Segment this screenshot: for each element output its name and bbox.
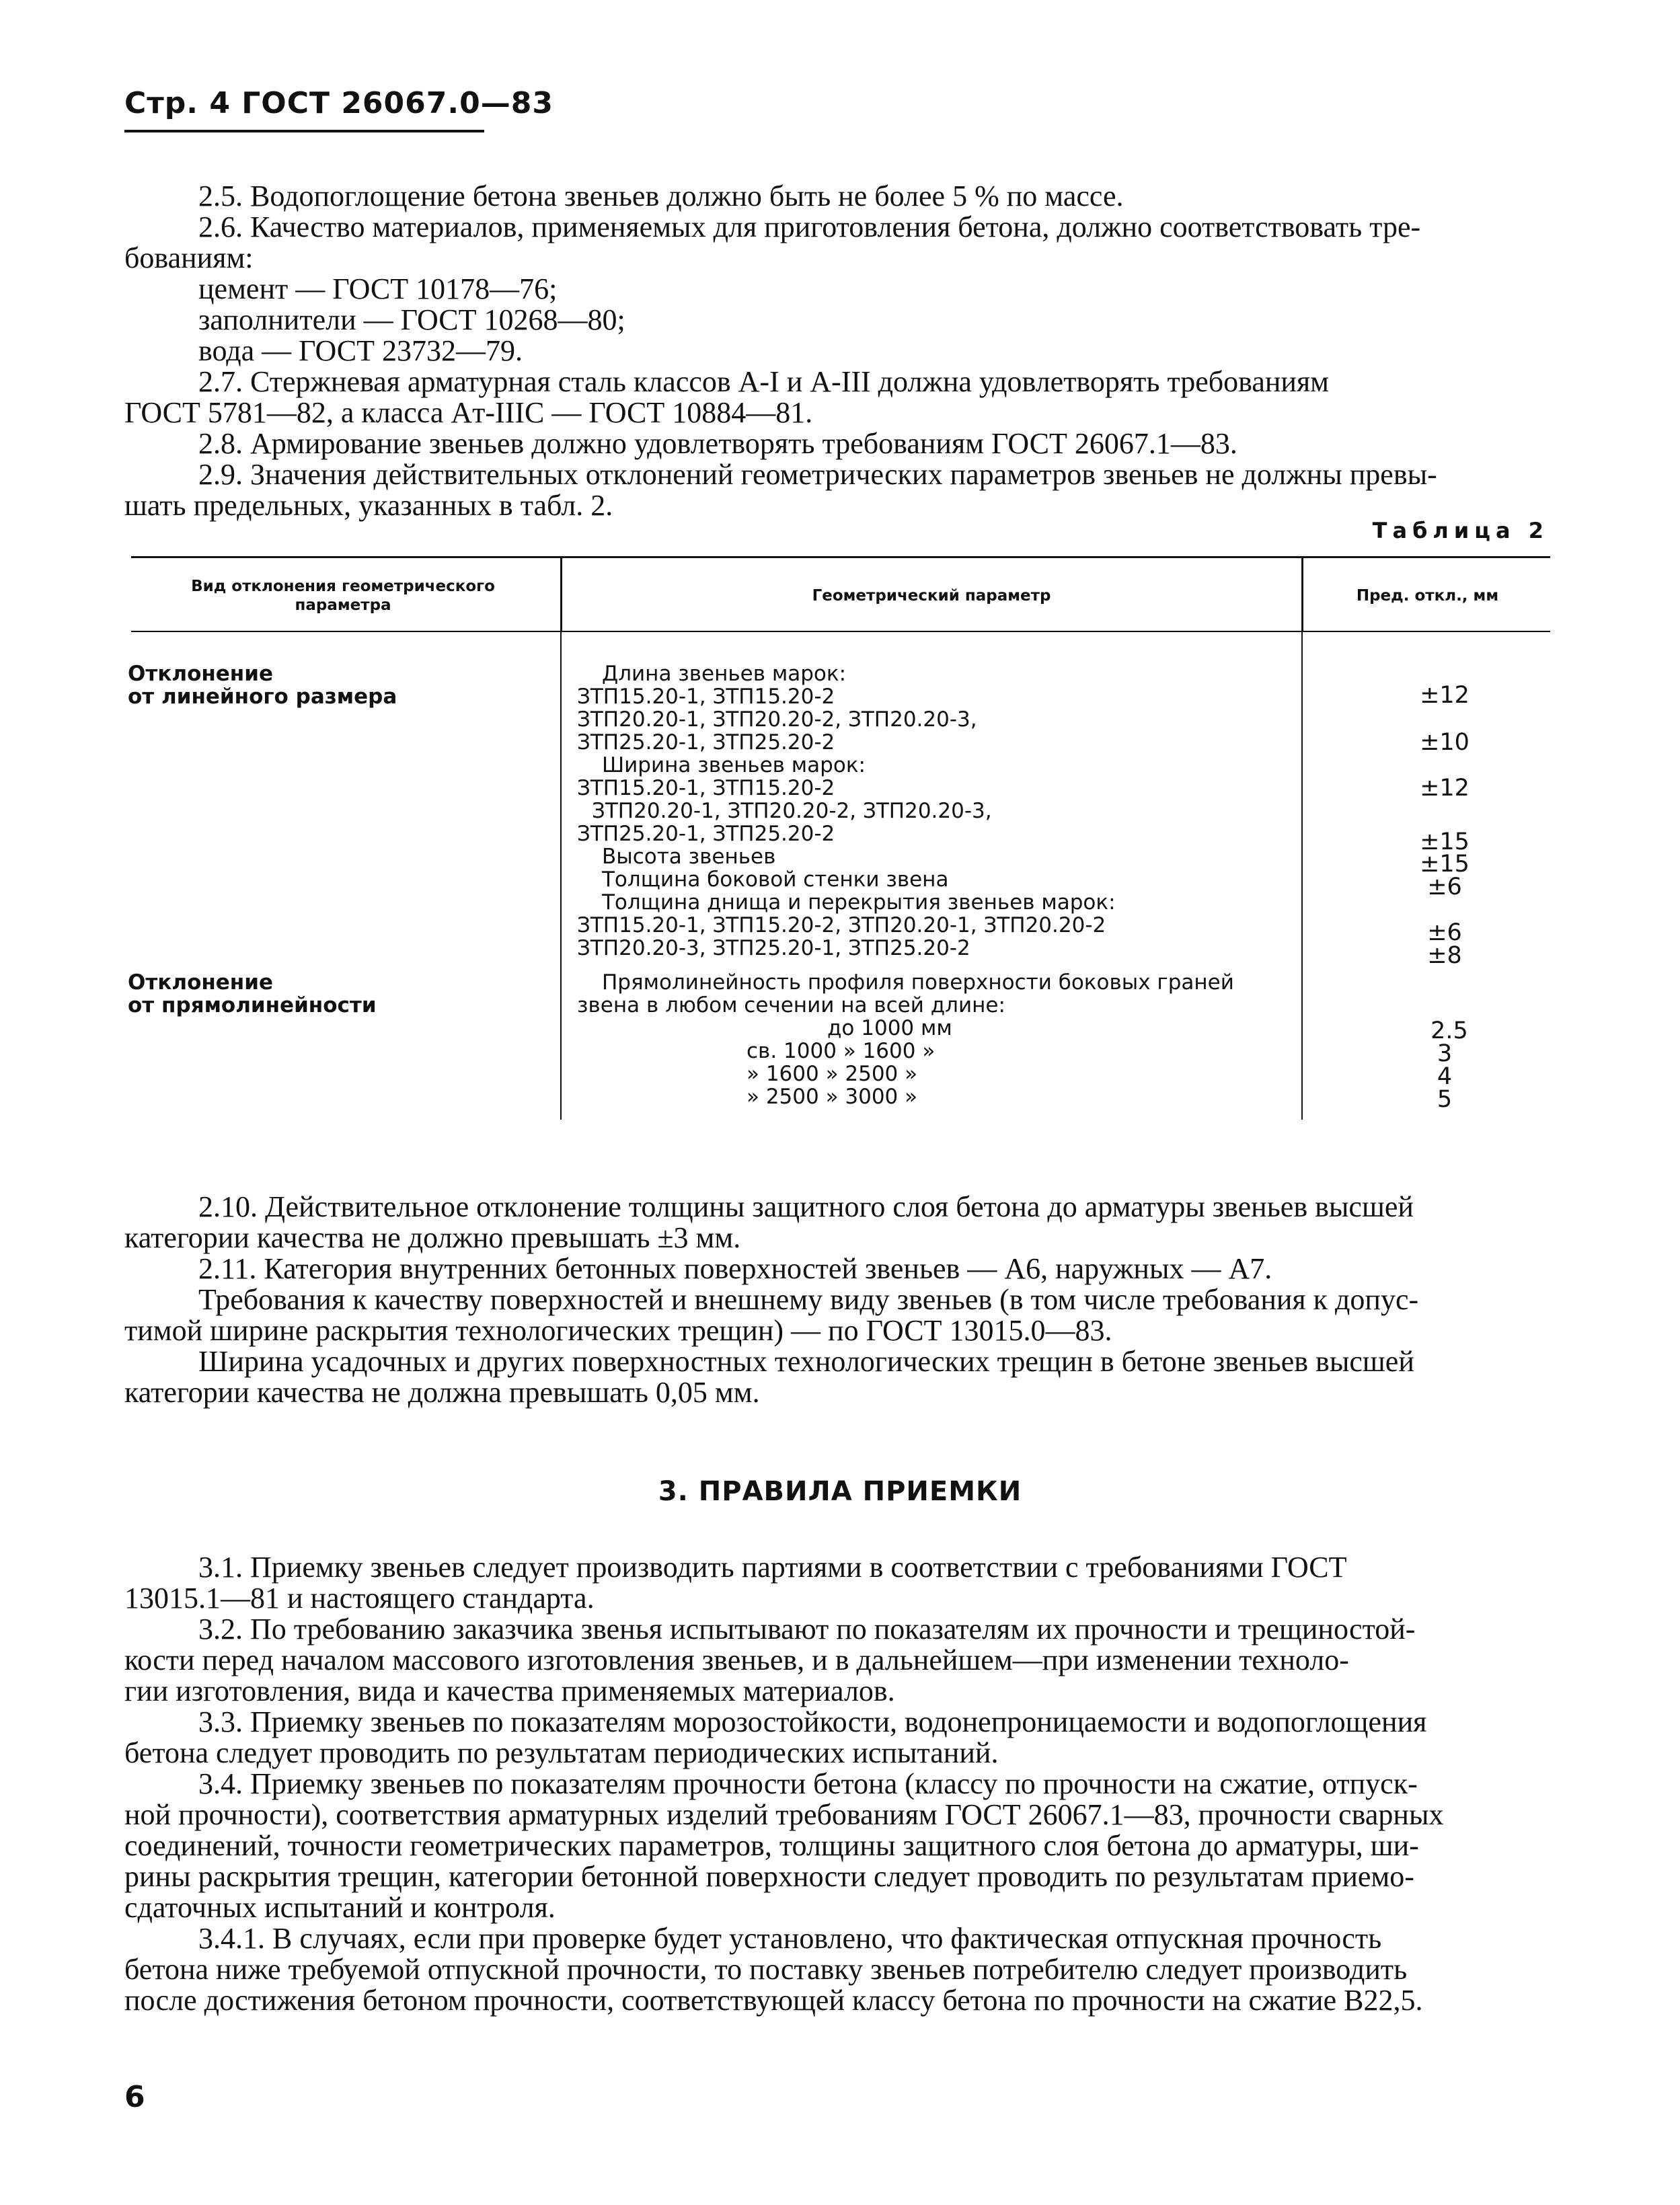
paragraph-3-3-line1: 3.3. Приемку звеньев по показателям морозостойкости, водонепроницаемости и водопоглощения (198, 1705, 1427, 1738)
tol-side-wall: ±6 (1427, 874, 1462, 900)
paragraph-2-10-line2: категории качества не должно превышать ±3 мм. (124, 1221, 741, 1254)
param-straightness-range1: до 1000 мм (827, 1016, 952, 1040)
param-width-row3: ЗТП25.20-1, ЗТП25.20-2 (577, 822, 835, 846)
materials-water: вода — ГОСТ 23732—79. (198, 334, 523, 367)
materials-cement: цемент — ГОСТ 10178—76; (198, 272, 558, 305)
materials-aggregates: заполнители — ГОСТ 10268—80; (198, 303, 625, 336)
param-length-row3: ЗТП25.20-1, ЗТП25.20-2 (577, 730, 835, 755)
paragraph-3-3-line2: бетона следует проводить по результатам периодических испытаний. (124, 1736, 999, 1769)
page-header: Стр. 4 ГОСТ 26067.0—83 (124, 86, 553, 120)
tol-height: ±15 (1420, 851, 1469, 878)
table-top-rule (131, 556, 1550, 558)
paragraph-3-4-line2: ной прочности), соответствия арматурных изделий требованиям ГОСТ 26067.1—83, прочности сварных (124, 1798, 1444, 1831)
page-number: 6 (124, 2080, 145, 2114)
paragraph-3-4-1-line1: 3.4.1. В случаях, если при проверке будет установлено, что фактическая отпускная прочность (198, 1922, 1382, 1955)
tol-straight-2: 3 (1437, 1040, 1453, 1067)
table-col-divider-1 (560, 558, 562, 631)
paragraph-2-7-line1: 2.7. Стержневая арматурная сталь классов A-I и A-III должна удовлетворять требованиям (198, 365, 1330, 398)
table-col-divider-2-body (1301, 632, 1303, 1120)
param-height: Высота звеньев (602, 845, 776, 869)
deviation-straightness-line2: от прямолинейности (128, 993, 377, 1017)
section-3-title: 3. ПРАВИЛА ПРИЕМКИ (658, 1476, 1022, 1507)
table-header-tolerance: Пред. откл., мм (1356, 587, 1499, 605)
param-straightness-range4: » 2500 » 3000 » (747, 1085, 918, 1109)
paragraph-3-4-line3: соединений, точности геометрических параметров, толщины защитного слоя бетона до арматуры, ши- (124, 1829, 1419, 1862)
tol-straight-1: 2.5 (1430, 1017, 1468, 1044)
paragraph-3-4-line4: рины раскрытия трещин, категории бетонной поверхности следует проводить по результатам приемо- (124, 1860, 1414, 1893)
paragraph-3-1-line2: 13015.1—81 и настоящего стандарта. (124, 1582, 595, 1615)
paragraph-2-11: 2.11. Категория внутренних бетонных поверхностей звеньев — А6, наружных — А7. (198, 1252, 1272, 1285)
paragraph-2-8: 2.8. Армирование звеньев должно удовлетворять требованиям ГОСТ 26067.1—83. (198, 427, 1237, 460)
paragraph-3-4-1-line2: бетона ниже требуемой отпускной прочности, то поставку звеньев потребителю следует производить (124, 1953, 1408, 1986)
param-bottom-row2: ЗТП20.20-3, ЗТП25.20-1, ЗТП25.20-2 (577, 936, 970, 960)
deviation-linear-line2: от линейного размера (128, 685, 397, 709)
paragraph-2-5: 2.5. Водопоглощение бетона звеньев должно быть не более 5 % по массе. (198, 180, 1124, 212)
header-rule (124, 130, 484, 132)
param-length-heading: Длина звеньев марок: (602, 662, 847, 686)
param-width-heading: Ширина звеньев марок: (602, 753, 866, 777)
paragraph-3-4-line5: сдаточных испытаний и контроля. (124, 1891, 556, 1924)
param-length-row2: ЗТП20.20-1, ЗТП20.20-2, ЗТП20.20-3, (577, 707, 977, 732)
table-caption: Таблица 2 (1372, 518, 1549, 543)
param-straightness-range3: » 1600 » 2500 » (747, 1062, 918, 1086)
paragraph-3-4-1-line3: после достижения бетоном прочности, соответствующей классу бетона по прочности на сжатие B22,5. (124, 1984, 1423, 2017)
table-header-rule (131, 631, 1550, 632)
tol-bottom-2: ±8 (1427, 942, 1462, 969)
paragraph-3-2-line1: 3.2. По требованию заказчика звенья испытывают по показателям их прочности и трещиностой- (198, 1613, 1416, 1646)
param-length-row1: ЗТП15.20-1, ЗТП15.20-2 (577, 685, 835, 709)
tol-length-1: ±12 (1420, 682, 1469, 709)
paragraph-2-9-line1: 2.9. Значения действительных отклонений геометрических параметров звеньев не должны превы- (198, 458, 1437, 491)
paragraph-2-9-line2: шать предельных, указанных в табл. 2. (124, 489, 613, 522)
paragraph-cracks-line1: Ширина усадочных и других поверхностных технологических трещин в бетоне звеньев высшей (198, 1345, 1414, 1378)
paragraph-2-6-line1: 2.6. Качество материалов, применяемых для приготовления бетона, должно соответствовать тре- (198, 210, 1421, 243)
deviation-linear-line1: Отклонение (128, 662, 273, 686)
paragraph-surface-line2: тимой ширине раскрытия технологических трещин) — по ГОСТ 13015.0—83. (124, 1314, 1112, 1347)
tol-bottom-1: ±6 (1427, 919, 1462, 946)
paragraph-3-1-line1: 3.1. Приемку звеньев следует производить партиями в соответствии с требованиями ГОСТ (198, 1551, 1347, 1584)
table-header-deviation-type: Вид отклонения геометрического параметра (191, 578, 495, 614)
table-header-parameter: Геометрический параметр (812, 587, 1051, 605)
param-width-row1: ЗТП15.20-1, ЗТП15.20-2 (577, 776, 835, 800)
param-straightness-heading2: звена в любом сечении на всей длине: (577, 993, 1005, 1017)
tol-width-1: ±12 (1420, 775, 1469, 802)
param-bottom-row1: ЗТП15.20-1, ЗТП15.20-2, ЗТП20.20-1, ЗТП20.20-2 (577, 913, 1106, 937)
tol-straight-3: 4 (1437, 1063, 1453, 1090)
paragraph-3-4-line1: 3.4. Приемку звеньев по показателям прочности бетона (классу по прочности на сжатие, отпуск- (198, 1767, 1418, 1800)
tol-straight-4: 5 (1437, 1086, 1453, 1113)
param-width-row2: ЗТП20.20-1, ЗТП20.20-2, ЗТП20.20-3, (592, 799, 992, 823)
paragraph-2-7-line2: ГОСТ 5781—82, а класса Aт-IIIC — ГОСТ 10884—81. (124, 396, 813, 429)
table-col-divider-1-body (560, 632, 562, 1120)
paragraph-surface-line1: Требования к качеству поверхностей и внешнему виду звеньев (в том числе требования к допус- (198, 1283, 1419, 1316)
deviation-straightness-line1: Отклонение (128, 970, 273, 995)
table-col-divider-2 (1301, 558, 1303, 631)
param-bottom-heading: Толщина днища и перекрытия звеньев марок: (602, 890, 1116, 915)
param-straightness-range2: св. 1000 » 1600 » (747, 1039, 936, 1063)
tol-width-2: ±15 (1420, 828, 1469, 855)
paragraph-3-2-line2: кости перед началом массового изготовления звеньев, и в дальнейшем—при изменении техноло- (124, 1643, 1349, 1676)
tol-length-2: ±10 (1420, 729, 1469, 756)
paragraph-cracks-line2: категории качества не должна превышать 0,05 мм. (124, 1376, 760, 1409)
param-straightness-heading1: Прямолинейность профиля поверхности боковых граней (602, 970, 1234, 995)
paragraph-2-10-line1: 2.10. Действительное отклонение толщины защитного слоя бетона до арматуры звеньев высшей (198, 1190, 1414, 1223)
paragraph-3-2-line3: гии изготовления, вида и качества применяемых материалов. (124, 1674, 895, 1707)
param-side-wall: Толщина боковой стенки звена (602, 867, 949, 892)
paragraph-2-6-line2: бованиям: (124, 241, 254, 274)
